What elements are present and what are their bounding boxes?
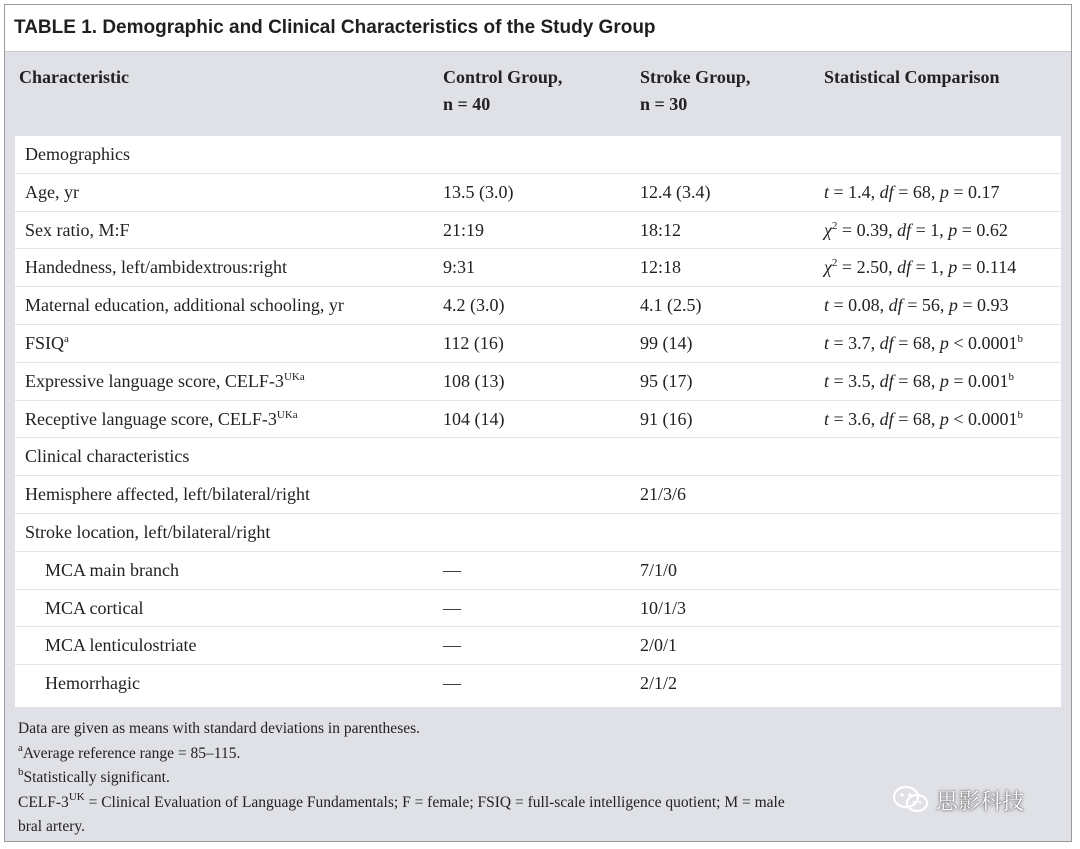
section-row-demographics	[15, 136, 1061, 174]
header-control-group: Control Group, n = 40	[443, 67, 563, 114]
stroke-value: 2/0/1	[640, 635, 678, 656]
table-row	[15, 325, 1061, 363]
header-statistical-comparison: Statistical Comparison	[824, 67, 1000, 87]
control-value: —	[443, 597, 461, 618]
control-value: —	[443, 673, 461, 694]
table-row	[15, 363, 1061, 401]
table-body	[15, 136, 1061, 707]
row-label: MCA cortical	[45, 597, 144, 618]
stat-value: t = 3.7, df = 68, p < 0.0001$^b$	[824, 333, 1023, 353]
table-row	[15, 627, 1061, 665]
table-title: TABLE 1. Demographic and Clinical Characteristics of the Study Group	[5, 5, 1071, 52]
table-row	[15, 401, 1061, 439]
table-row	[15, 174, 1061, 212]
control-value: —	[443, 559, 461, 580]
watermark	[892, 784, 1024, 816]
control-value: 112 (16)	[443, 333, 504, 353]
watermark-text: 思影科技	[936, 789, 1025, 815]
control-value: —	[443, 635, 461, 656]
row-label: Clinical characteristics	[25, 446, 190, 467]
stroke-value: 91 (16)	[640, 408, 693, 429]
footnote: $^b$Statistically significant.	[18, 766, 170, 786]
table-row	[15, 590, 1061, 628]
row-label: Stroke location, left/bilateral/right	[25, 522, 271, 542]
table-row	[15, 552, 1061, 590]
stat-value: $\chi^2 = 0.39$, df = 1, p = 0.62	[824, 219, 1008, 240]
header-stroke-group: Stroke Group, n = 30	[640, 67, 751, 114]
table-container	[4, 4, 1072, 842]
row-label: Demographics	[25, 144, 130, 164]
table-row	[15, 212, 1061, 250]
stat-value: t = 3.6, df = 68, p < 0.0001$^b$	[824, 408, 1023, 429]
row-label: Age, yr	[25, 181, 79, 202]
row-label: Expressive language score, CELF-$3^{UKa}$	[25, 370, 305, 391]
footnote: Data are given as means with standard deviations in parentheses.	[18, 720, 421, 737]
stroke-value: 2/1/2	[640, 673, 678, 694]
row-label: MCA lenticulostriate	[45, 635, 197, 656]
section-row-clinical	[15, 438, 1061, 476]
control-value: 13.5 (3.0)	[443, 181, 514, 202]
row-label: Handedness, left/ambidextrous:right	[25, 257, 287, 278]
row-label: MCA main branch	[45, 559, 179, 580]
control-value: 108 (13)	[443, 370, 505, 391]
control-value: 4.2 (3.0)	[443, 295, 505, 316]
row-label: Receptive language score, CELF-$3^{UKa}$	[25, 408, 298, 429]
footnote: bral artery.	[18, 818, 85, 835]
row-label: Hemorrhagic	[45, 673, 140, 694]
footnote: $^a$Average reference range = 85–115.	[18, 741, 241, 762]
stat-value: $\chi^2 = 2.50$, df = 1, p = 0.114	[824, 257, 1017, 278]
wechat-icon	[892, 784, 930, 816]
stroke-value: 21/3/6	[640, 484, 687, 505]
stroke-value: 10/1/3	[640, 597, 687, 618]
stat-value: t = 0.08, df = 56, p = 0.93	[824, 295, 1009, 316]
control-value: 104 (14)	[443, 408, 505, 429]
stroke-value: 4.1 (2.5)	[640, 295, 702, 316]
table-footnotes	[18, 717, 1058, 840]
stat-value: t = 3.5, df = 68, p = 0.001$^b$	[824, 370, 1014, 391]
table-row	[15, 665, 1061, 703]
footnote: CELF-$3^{UK}$ = Clinical Evaluation of Language Fundamentals; F = female; FSIQ = full-scale intelligence quotient; M = male	[18, 790, 785, 811]
row-label: Hemisphere affected, left/bilateral/right	[25, 484, 311, 505]
row-label: FSIQ$^a$	[25, 333, 69, 353]
table-row	[15, 249, 1061, 287]
header-characteristic: Characteristic	[19, 67, 129, 87]
control-value: 9:31	[443, 257, 476, 278]
stroke-value: 12:18	[640, 257, 682, 278]
stat-value: t = 1.4, df = 68, p = 0.17	[824, 181, 1000, 202]
stroke-value: 99 (14)	[640, 333, 693, 353]
stroke-value: 95 (17)	[640, 370, 693, 391]
row-label: Maternal education, additional schooling, yr	[25, 295, 344, 316]
stroke-value: 7/1/0	[640, 559, 678, 580]
table-row	[15, 514, 1061, 552]
stroke-value: 18:12	[640, 219, 682, 240]
control-value: 21:19	[443, 219, 485, 240]
stroke-value: 12.4 (3.4)	[640, 181, 711, 202]
table-header	[5, 52, 1071, 136]
row-label: Sex ratio, M:F	[25, 219, 130, 240]
table-row	[15, 287, 1061, 325]
table-row	[15, 476, 1061, 514]
